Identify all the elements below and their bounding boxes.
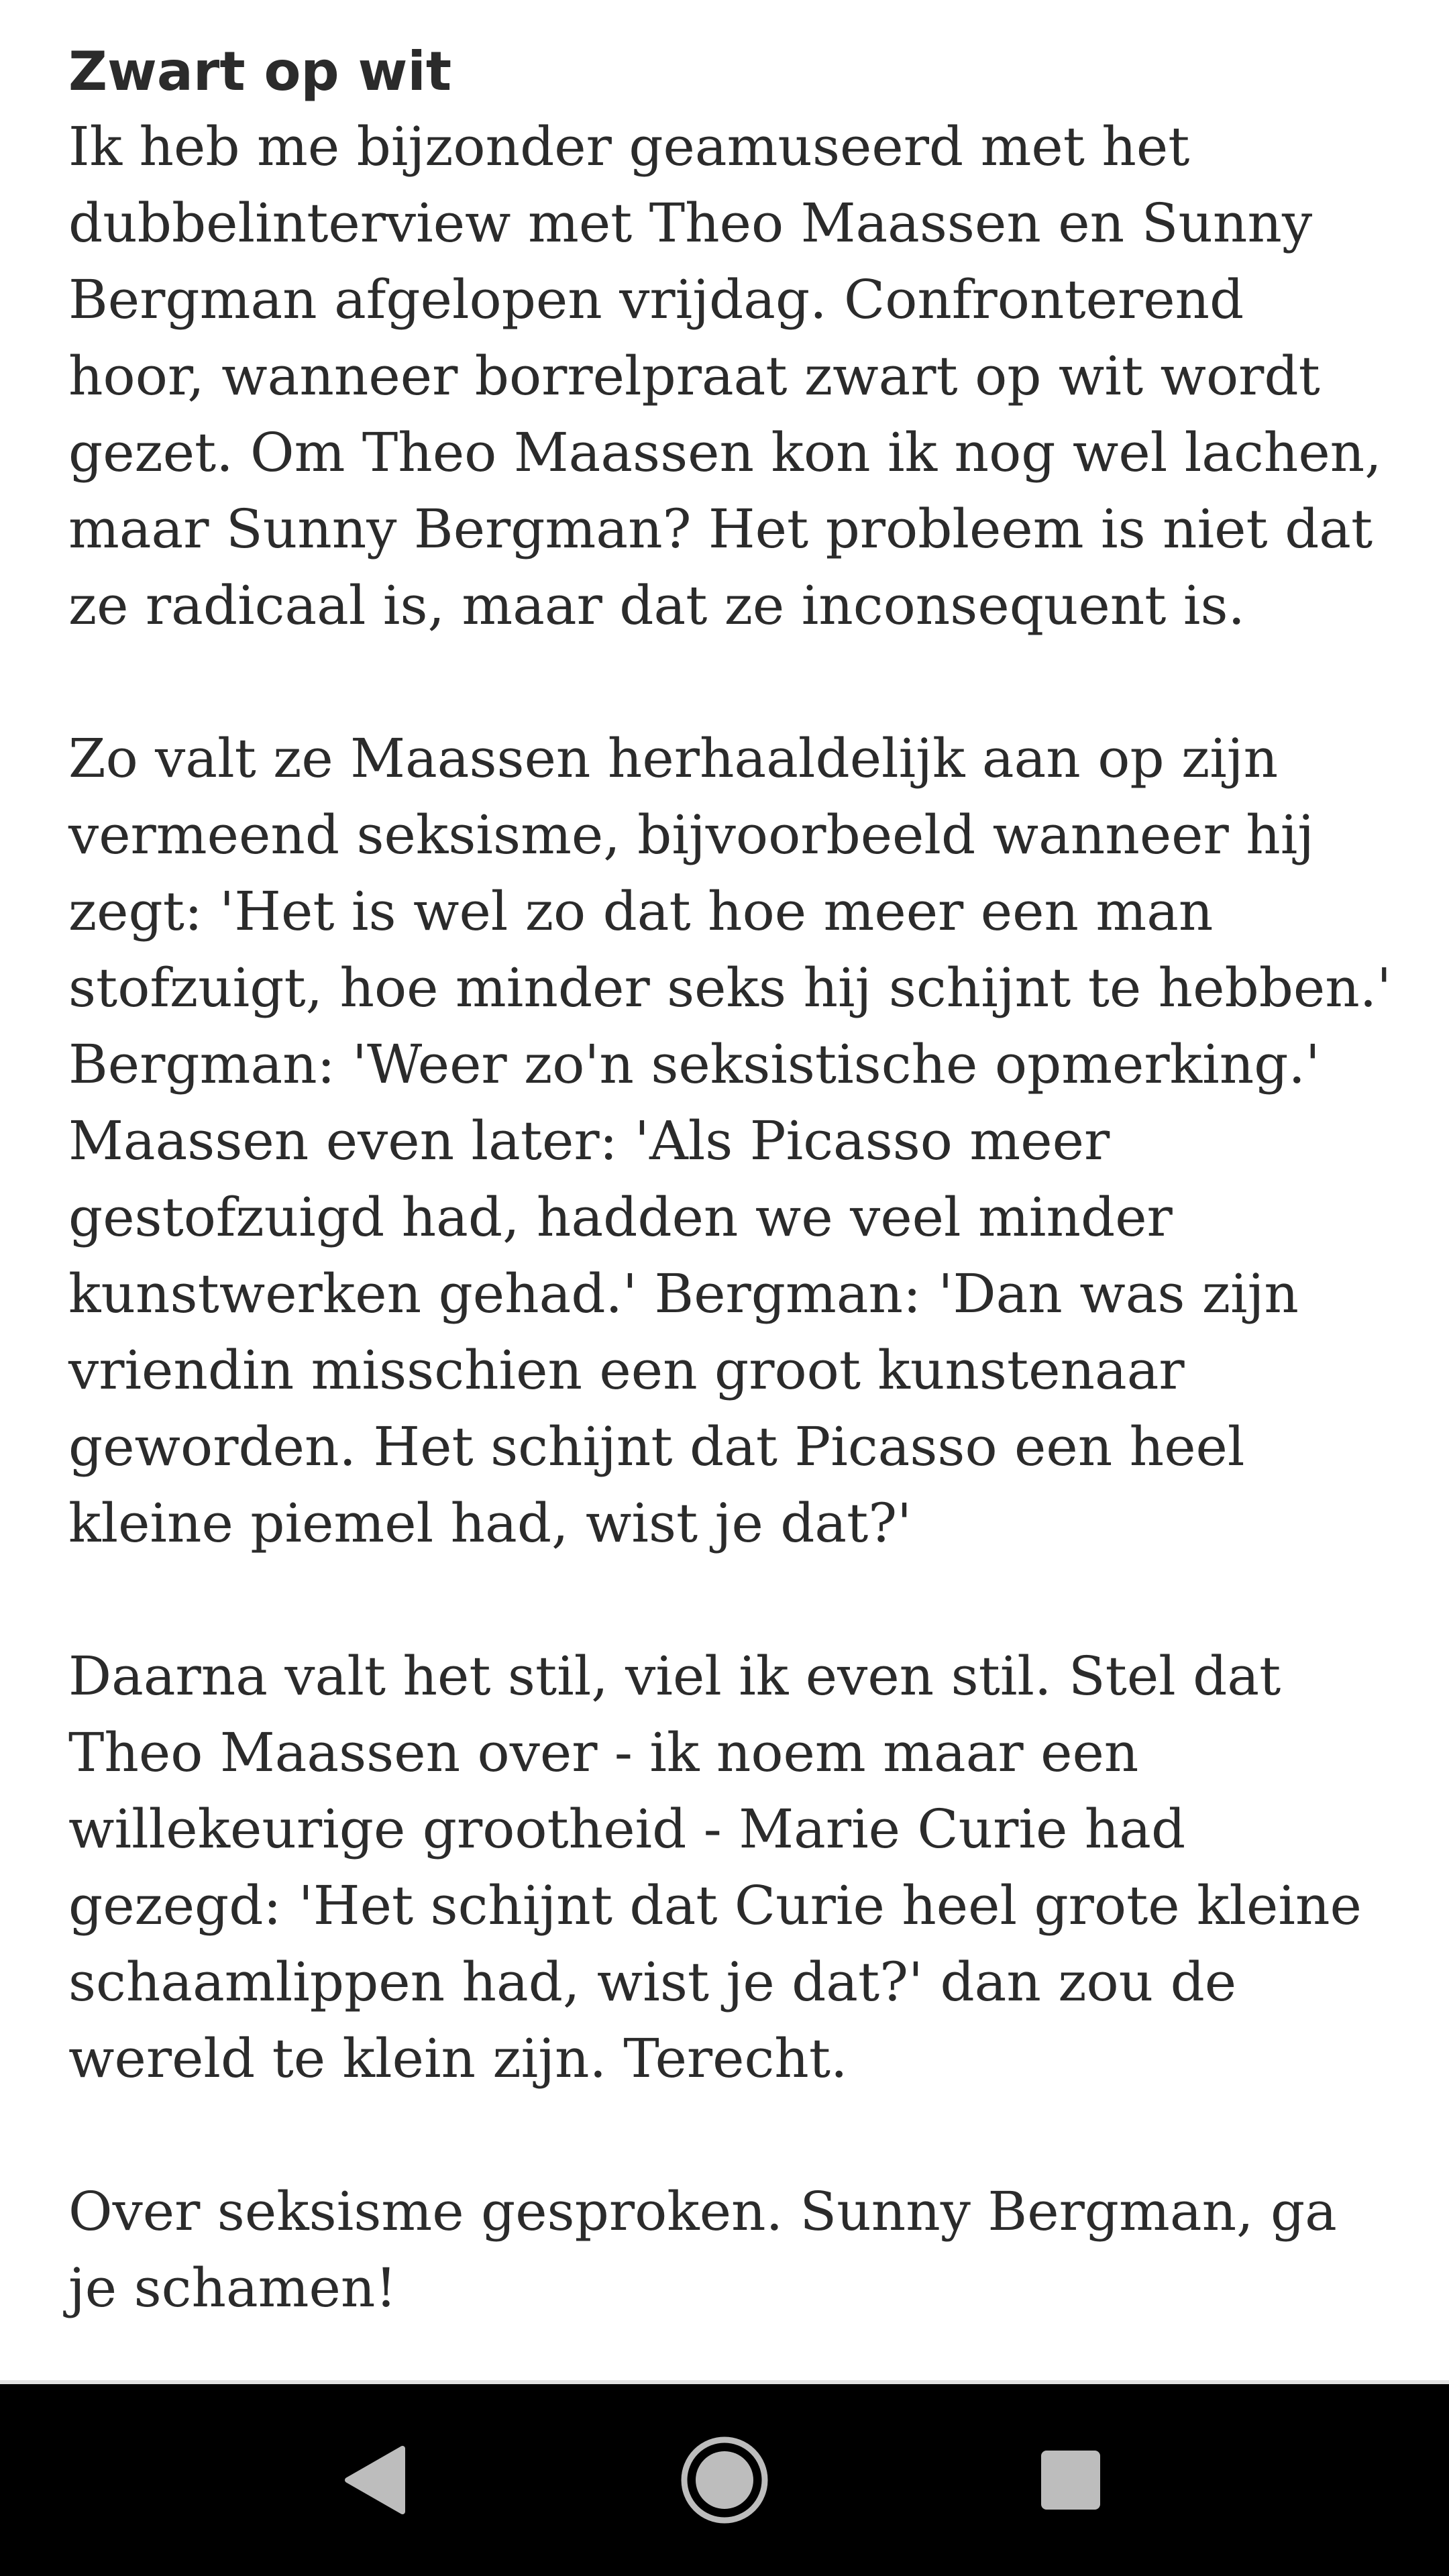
system-navigation-bar: [0, 2384, 1449, 2576]
recents-square-icon: [1037, 2447, 1104, 2514]
back-button[interactable]: [274, 2384, 475, 2576]
home-circle-icon: [678, 2433, 771, 2527]
back-triangle-icon: [341, 2443, 408, 2517]
paragraph-4: Over seksisme gesproken. Sunny Bergman, ga je schamen!: [68, 2180, 1337, 2319]
letter-title: Zwart op wit: [68, 40, 452, 103]
paragraph-2: Zo valt ze Maassen herhaaldelijk aan op zijn vermeend seksisme, bijvoorbeeld wanneer hij zegt: 'Het is wel zo dat hoe meer een man stofzuigt, hoe minder seks hij schijnt te hebben.' Bergman: 'Weer zo'n seksistische opmerking.' Maassen even later: 'Als Picasso meer gestofzuigd had, hadden we veel minder kunstwerken gehad.' Bergman: 'Dan was zijn vriendin misschien een groot kunstenaar geworden. Het schijnt dat Picasso een heel kleine piemel had, wist je dat?': [68, 727, 1392, 1554]
home-button[interactable]: [624, 2384, 825, 2576]
paragraph-1: Ik heb me bijzonder geamuseerd met het dubbelinterview met Theo Maassen en Sunny Bergman afgelopen vrijdag. Confronterend hoor, wanneer borrelpraat zwart op wit wordt gezet. Om Theo Maassen kon ik nog wel lachen, maar Sunny Bergman? Het probleem is niet dat ze radicaal is, maar dat ze inconsequent is.: [68, 115, 1382, 637]
recents-button[interactable]: [970, 2384, 1171, 2576]
paragraph-3: Daarna valt het stil, viel ik even stil. Stel dat Theo Maassen over - ik noem maar een willekeurige grootheid - Marie Curie had gezegd: 'Het schijnt dat Curie heel grote kleine schaamlippen had, wist je dat?' dan zou de wereld te klein zijn. Terecht.: [68, 1645, 1362, 2090]
letter-article: [68, 35, 1397, 2326]
